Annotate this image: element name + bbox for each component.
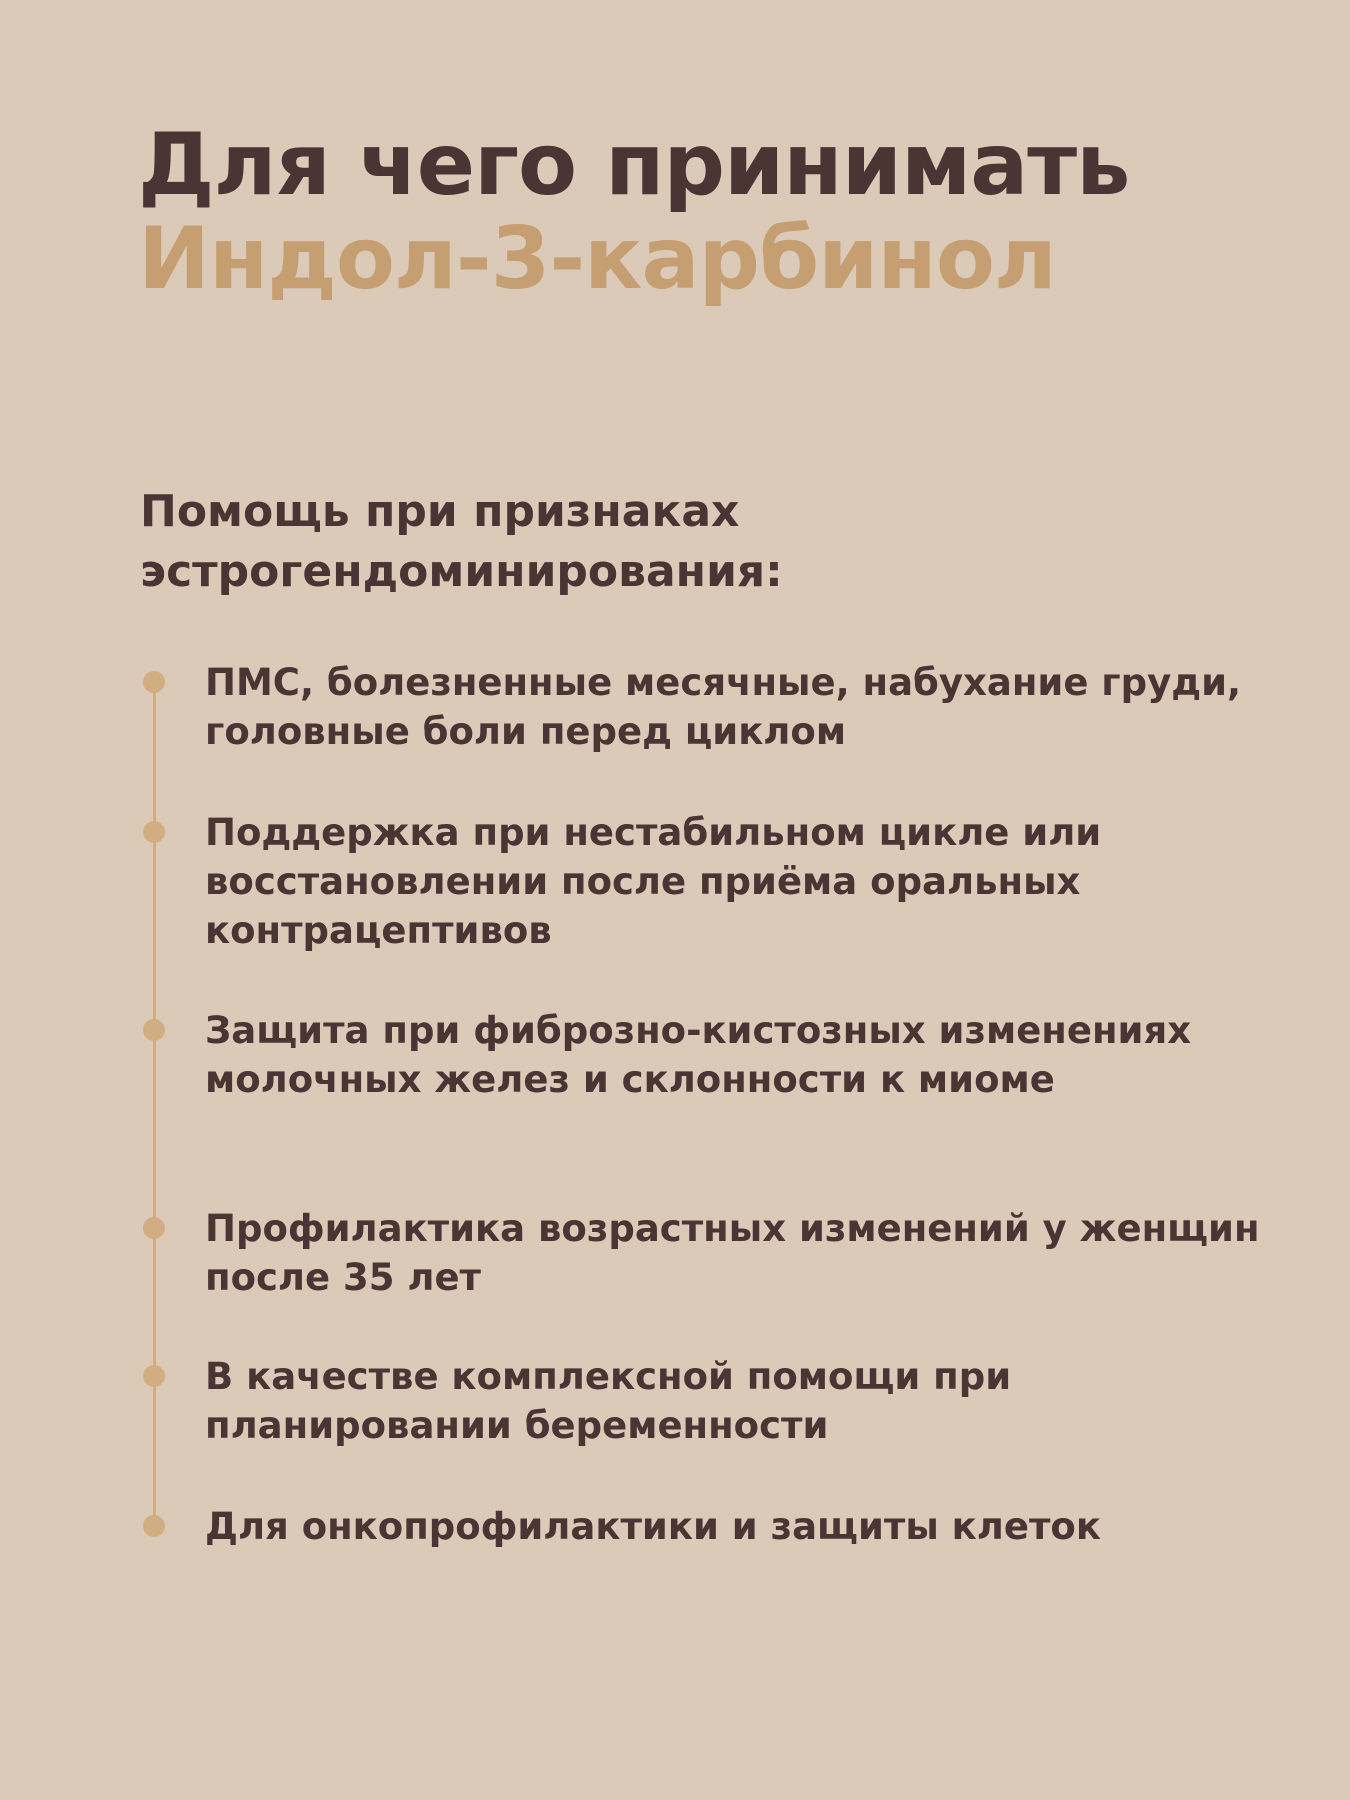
list-item-text: Для онкопрофилактики и защиты клеток: [205, 1505, 1101, 1548]
section-subtitle: Помощь при признаках эстрогендоминирования:: [140, 486, 783, 597]
bullet-dot-icon: [143, 1365, 165, 1387]
title-line-primary: Для чего принимать: [138, 115, 1130, 215]
list-item-text: Профилактика возрастных изменений у женщин после 35 лет: [205, 1207, 1260, 1299]
timeline-line: [153, 682, 156, 1524]
title-line-accent: Индол-3-карбинол: [138, 209, 1056, 309]
bullet-dot-icon: [143, 1019, 165, 1041]
list-item-text: В качестве комплексной помощи при планировании беременности: [205, 1355, 1012, 1447]
bullet-dot-icon: [143, 821, 165, 843]
list-item-text: Защита при фиброзно-кистозных изменениях молочных желез и склонности к миоме: [205, 1009, 1192, 1101]
list-item-text: Поддержка при нестабильном цикле или восстановлении после приёма оральных контрацептивов: [205, 811, 1102, 952]
list-item-text: ПМС, болезненные месячные, набухание груди, головные боли перед циклом: [205, 661, 1242, 753]
page-title: [138, 115, 1130, 309]
bullet-dot-icon: [143, 671, 165, 693]
bullet-dot-icon: [143, 1515, 165, 1537]
bullet-dot-icon: [143, 1217, 165, 1239]
